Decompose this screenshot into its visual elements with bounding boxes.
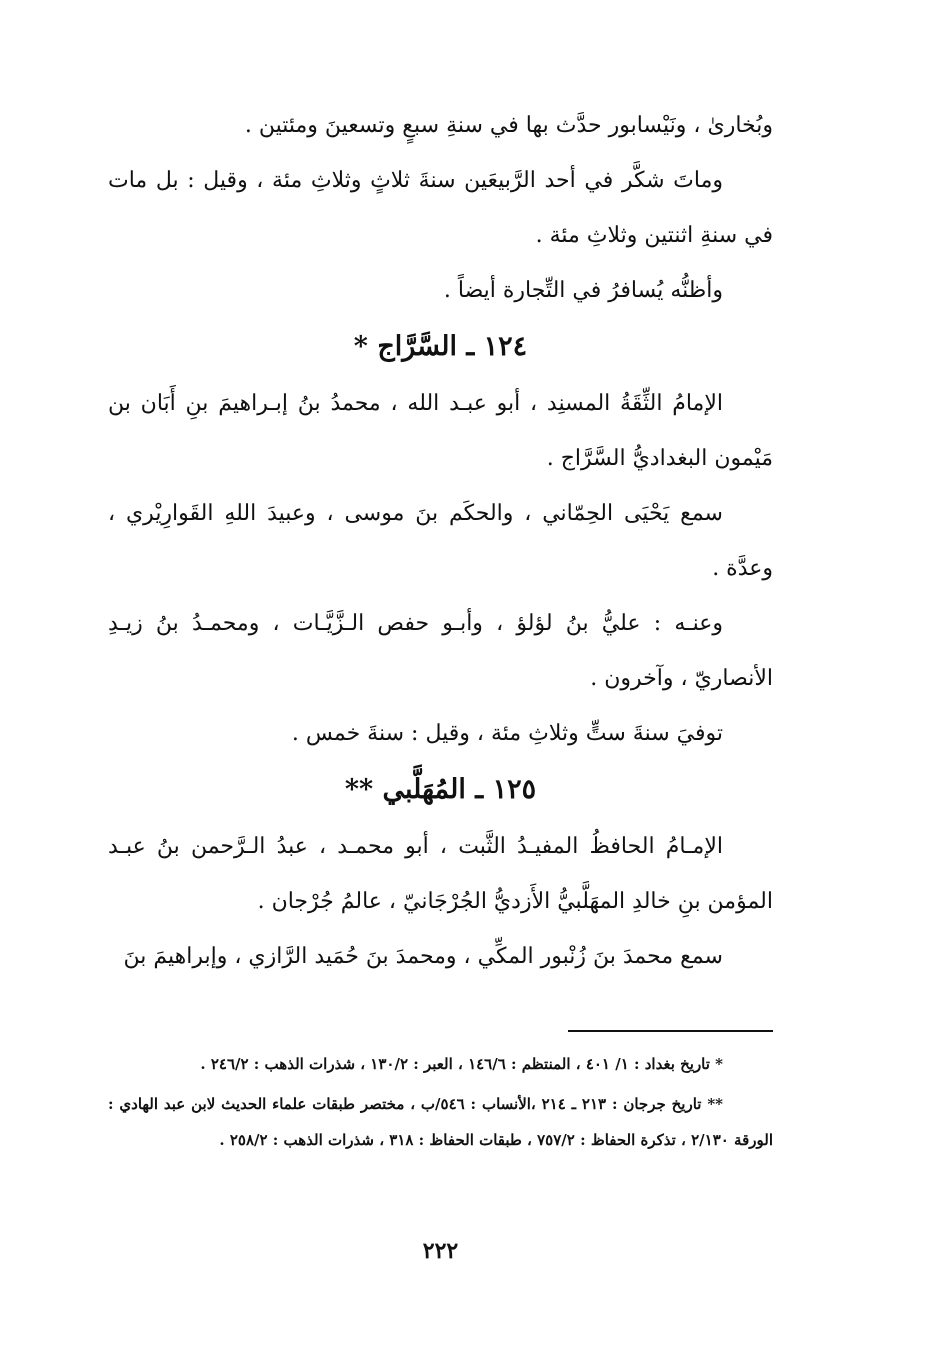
entry-124-heard-from: سمع يَحْيَى الحِمّاني ، والحكَم بنَ موسى ، وعبيدَ اللهِ القَوارِيْري ، وعدَّة . xyxy=(108,501,773,581)
entry-125-heard-from: سمع محمدَ بنَ زُنْبور المكِّي ، ومحمدَ بنَ حُمَيد الرَّازي ، وإبراهيمَ بنَ xyxy=(123,944,723,969)
entry-124-death: توفيَ سنةَ ستٍّ وثلاثِ مئة ، وقيل : سنةَ خمس . xyxy=(291,721,723,746)
entry-125-intro: الإمـامُ الحافظُ المفيـدُ الثَّبت ، أبو محمـد ، عبدُ الـرَّحمن بنُ عبـد المؤمن بنِ خالدِ المهَلَّبيُّ الأَزديُّ الجُرْجَانيّ ، عالمُ جُرْجان . xyxy=(108,834,773,914)
entry-124-intro: الإمامُ الثِّقَةُ المسنِد ، أبو عبـد الله ، محمدُ بنُ إبـراهيمَ بنِ أَبَان بن مَيْمون البغداديُّ السَّرَّاج . xyxy=(108,391,773,471)
footnotes xyxy=(108,1046,773,1162)
entry-124-narrators: وعنـه : عليُّ بنُ لؤلؤ ، وأبـو حفص الـزَّيَّـات ، ومحمـدُ بنُ زيـدِ الأنصاريّ ، وآخرون . xyxy=(108,611,773,691)
document-page xyxy=(108,0,773,1369)
entry-125-heading: ١٢٥ ـ المُهَلَّبي ** xyxy=(344,774,537,805)
footnote-1: * تاريخ بغداد : ١/ ٤٠١ ، المنتظم : ١٤٦/٦ ، العبر : ١٣٠/٢ ، شذرات الذهب : ٢٤٦/٢ . xyxy=(200,1055,723,1073)
entry-124-heading: ١٢٤ ـ السَّرَّاج * xyxy=(353,331,528,362)
footnote-2: ** تاريخ جرجان : ٢١٣ ـ ٢١٤ ،الأنساب : ٥٤٦/ب ، مختصر طبقات علماء الحديث لابن عبد الهادي : الورقة ٢/١٣٠ ، تذكرة الحفاظ : ٧٥٧/٢ ، طبقات الحفاظ : ٣١٨ ، شذرات الذهب : ٢٥٨/٢ . xyxy=(108,1095,773,1149)
paragraph-death-date: وماتَ شكَّر في أحد الرَّبيعَين سنةَ ثلاثٍ وثلاثِ مئة ، وقيل : بل مات في سنةِ اثنتين وثلاثِ مئة . xyxy=(108,168,773,248)
main-text xyxy=(108,98,773,984)
paragraph-trade-note: وأظنُّه يُسافرُ في التِّجارة أيضاً . xyxy=(443,278,723,303)
page-number: ٢٢٢ xyxy=(422,1238,459,1264)
footnote-divider xyxy=(568,1030,773,1032)
paragraph-continuation: وبُخارىٰ ، ونَيْسابور حدَّث بها في سنةِ سبعٍ وتسعينَ ومئتين . xyxy=(244,113,773,138)
